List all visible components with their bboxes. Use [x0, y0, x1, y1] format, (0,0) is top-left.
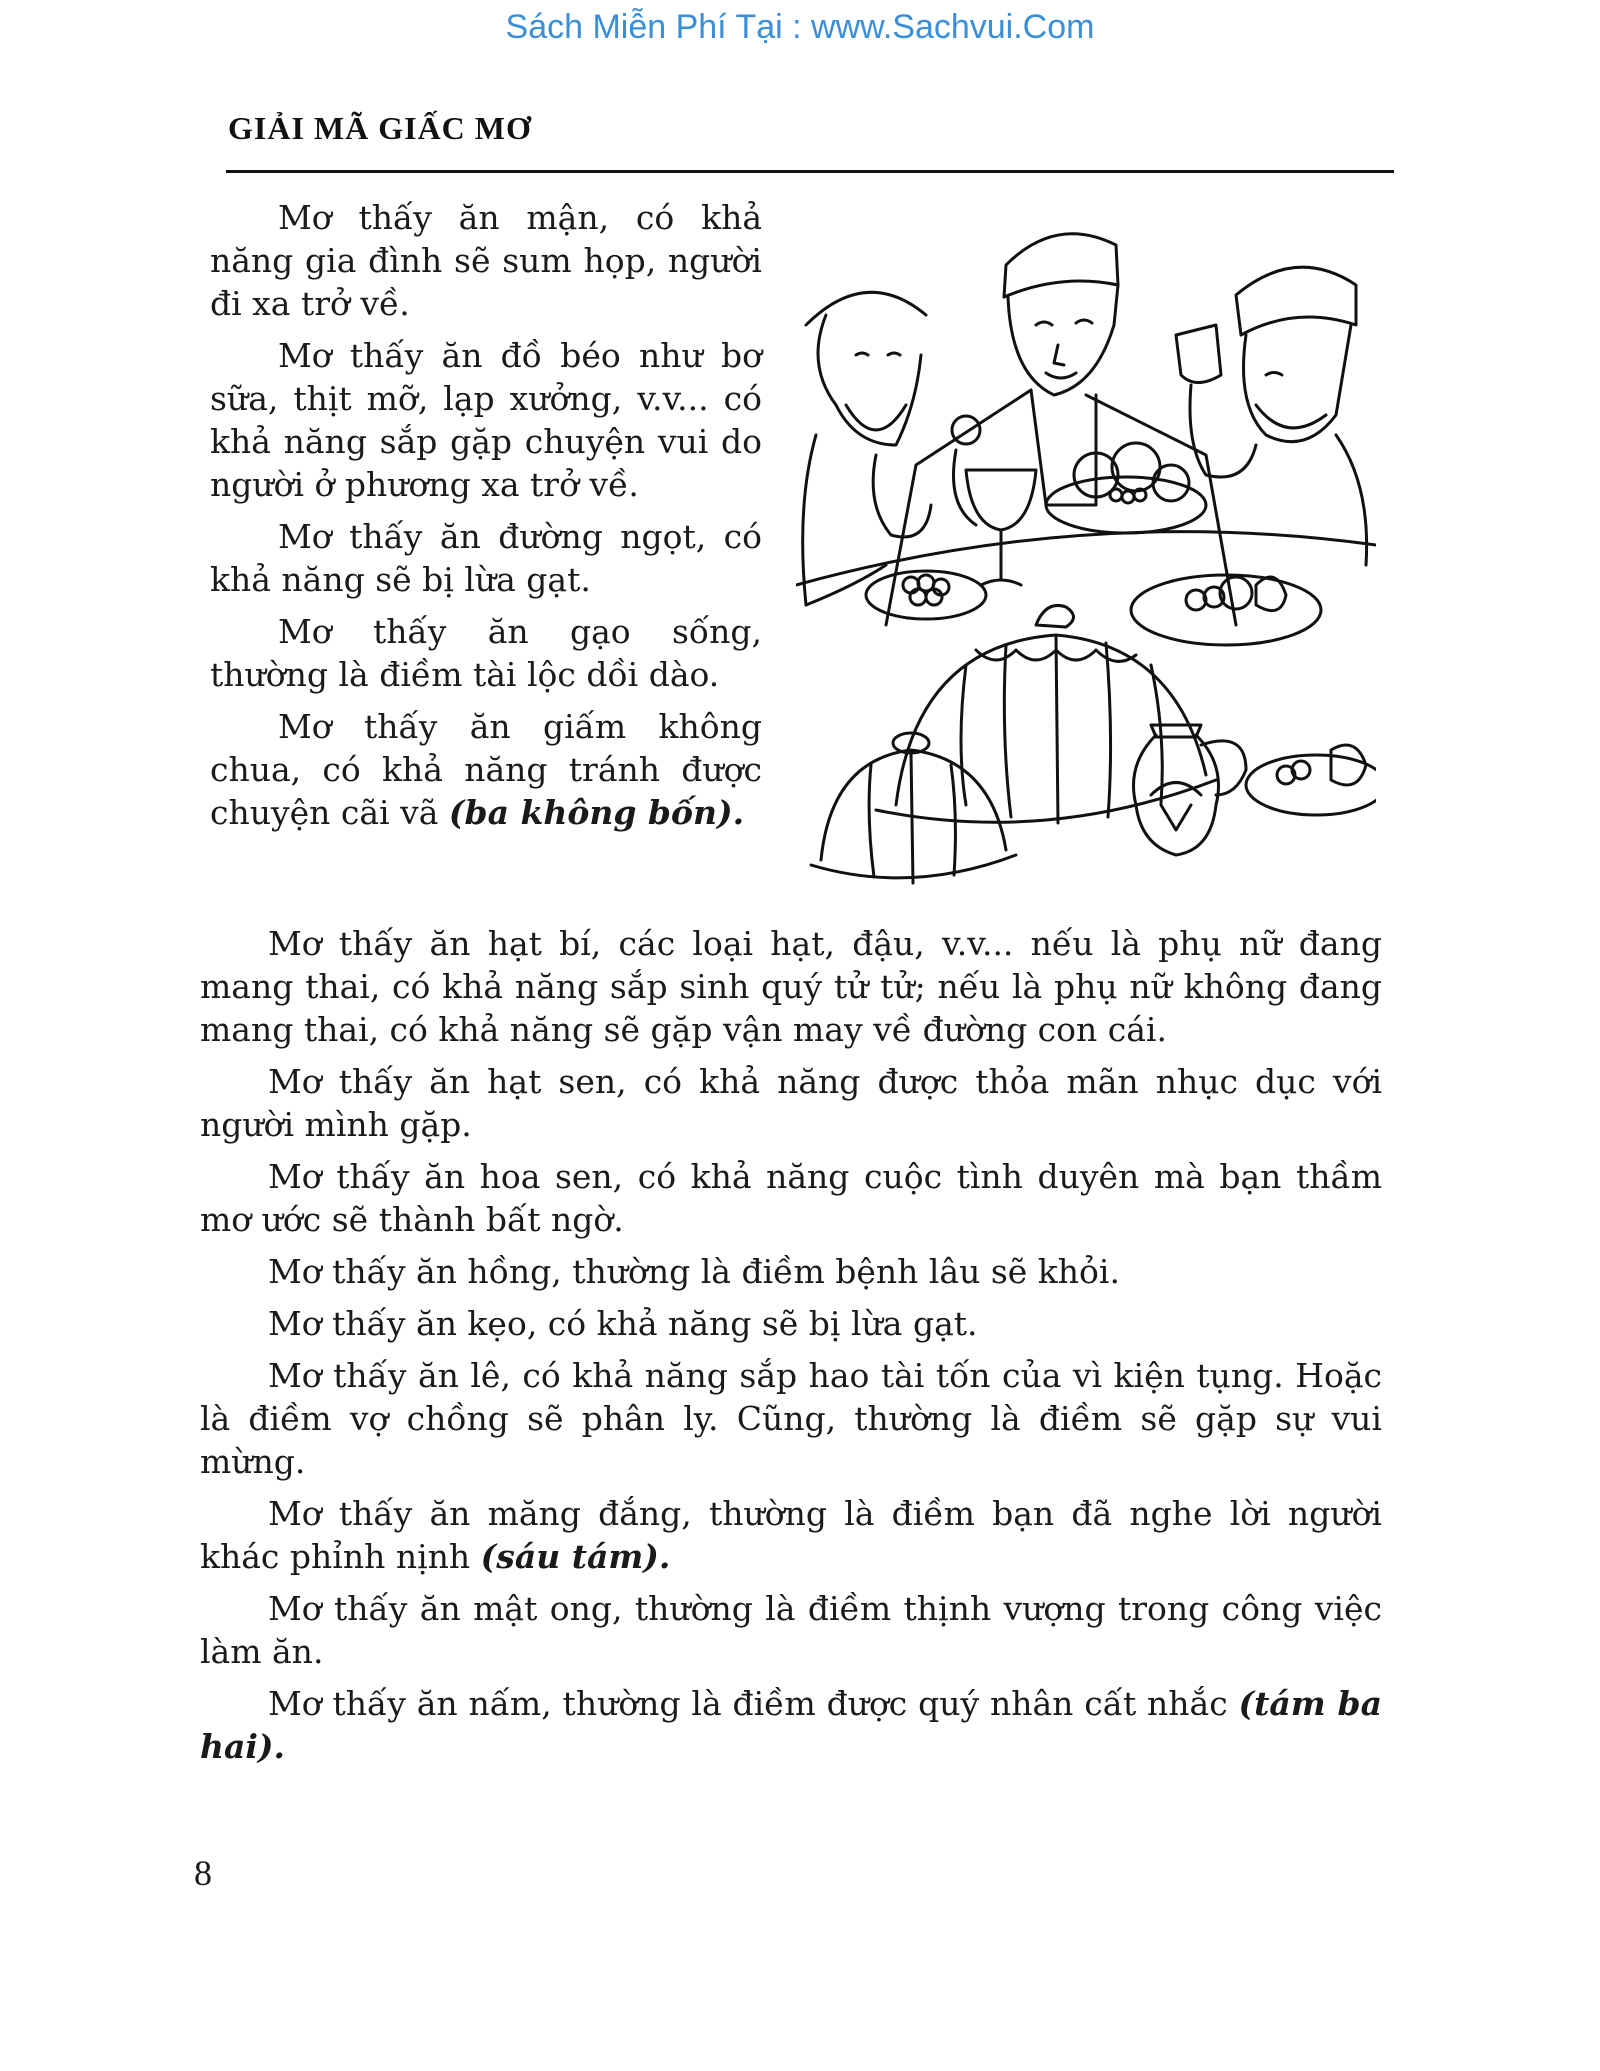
paragraph — [200, 1492, 1382, 1578]
grape-plate — [866, 571, 986, 619]
paragraph-text: Mơ thấy ăn giấm không chua, có khả năng tránh được chuyện cãi vã — [210, 707, 762, 832]
goblet — [966, 470, 1036, 585]
paragraph — [200, 1060, 1382, 1146]
running-head: GIẢI MÃ GIẤC MƠ — [228, 110, 532, 146]
paragraph-text: Mơ thấy ăn mận, có khả năng gia đình sẽ sum họp, người đi xa trở về. — [210, 198, 762, 323]
paragraph-emphasis: (tám ba hai). — [200, 1684, 1382, 1766]
paragraph-text: Mơ thấy ăn đường ngọt, có khả năng sẽ bị lừa gạt. — [210, 517, 762, 599]
paragraph — [200, 1587, 1382, 1673]
fruit-plate — [1131, 575, 1321, 645]
paragraph — [210, 334, 762, 506]
paragraph-text: Mơ thấy ăn lê, có khả năng sắp hao tài tốn của vì kiện tụng. Hoặc là điềm vợ chồng sẽ phân ly. Cũng, thường là điềm sẽ gặp sự vui mừng. — [200, 1356, 1382, 1481]
paragraph-text: Mơ thấy ăn kẹo, có khả năng sẽ bị lừa gạt. — [268, 1304, 978, 1343]
paragraph-text: Mơ thấy ăn gạo sống, thường là điềm tài lộc dồi dào. — [210, 612, 762, 694]
paragraph-text: Mơ thấy ăn mật ong, thường là điềm thịnh vượng trong công việc làm ăn. — [200, 1589, 1382, 1671]
header-rule — [226, 170, 1394, 173]
full-width-text-block — [200, 922, 1382, 1777]
watermark: Sách Miễn Phí Tại : www.Sachvui.Com — [505, 8, 1095, 46]
paragraph-text: Mơ thấy ăn đồ béo như bơ sữa, thịt mỡ, lạp xưởng, v.v... có khả năng sắp gặp chuyện vui do người ở phương xa trở về. — [210, 336, 762, 504]
paragraph-emphasis: (ba không bốn). — [448, 793, 745, 832]
paragraph — [200, 922, 1382, 1051]
paragraph-text: Mơ thấy ăn nấm, thường là điềm được quý nhân cất nhắc — [268, 1684, 1239, 1723]
paragraph-text: Mơ thấy ăn hoa sen, có khả năng cuộc tình duyên mà bạn thầm mơ ước sẽ thành bất ngờ. — [200, 1157, 1382, 1239]
paragraph-text: Mơ thấy ăn hạt bí, các loại hạt, đậu, v.v... nếu là phụ nữ đang mang thai, có khả năng sắp sinh quý tử tử; nếu là phụ nữ không đang mang thai, có khả năng sẽ gặp vận may về đường con cái. — [200, 924, 1382, 1049]
paragraph-emphasis: (sáu tám). — [480, 1537, 671, 1576]
paragraph-text: Mơ thấy ăn măng đắng, thường là điềm bạn đã nghe lời người khác phỉnh nịnh — [200, 1494, 1382, 1576]
paragraph — [200, 1250, 1382, 1293]
paragraph — [200, 1302, 1382, 1345]
center-figure — [886, 234, 1236, 625]
paragraph-text: Mơ thấy ăn hồng, thường là điềm bệnh lâu sẽ khỏi. — [268, 1252, 1120, 1291]
right-figure — [1176, 267, 1367, 565]
page-number: 8 — [194, 1853, 212, 1893]
feast-illustration — [796, 205, 1376, 895]
paragraph — [210, 705, 762, 834]
paragraph-text: Mơ thấy ăn hạt sen, có khả năng được thỏa mãn nhục dục với người mình gặp. — [200, 1062, 1382, 1144]
column-text-block — [210, 196, 762, 843]
paragraph — [200, 1682, 1382, 1768]
paragraph — [200, 1155, 1382, 1241]
paragraph — [210, 196, 762, 325]
paragraph — [210, 515, 762, 601]
fruit-bowl — [1046, 443, 1206, 533]
small-dome-cake — [811, 733, 1016, 883]
paragraph — [200, 1354, 1382, 1483]
paragraph — [210, 610, 762, 696]
side-fruit-plate — [1246, 745, 1376, 815]
